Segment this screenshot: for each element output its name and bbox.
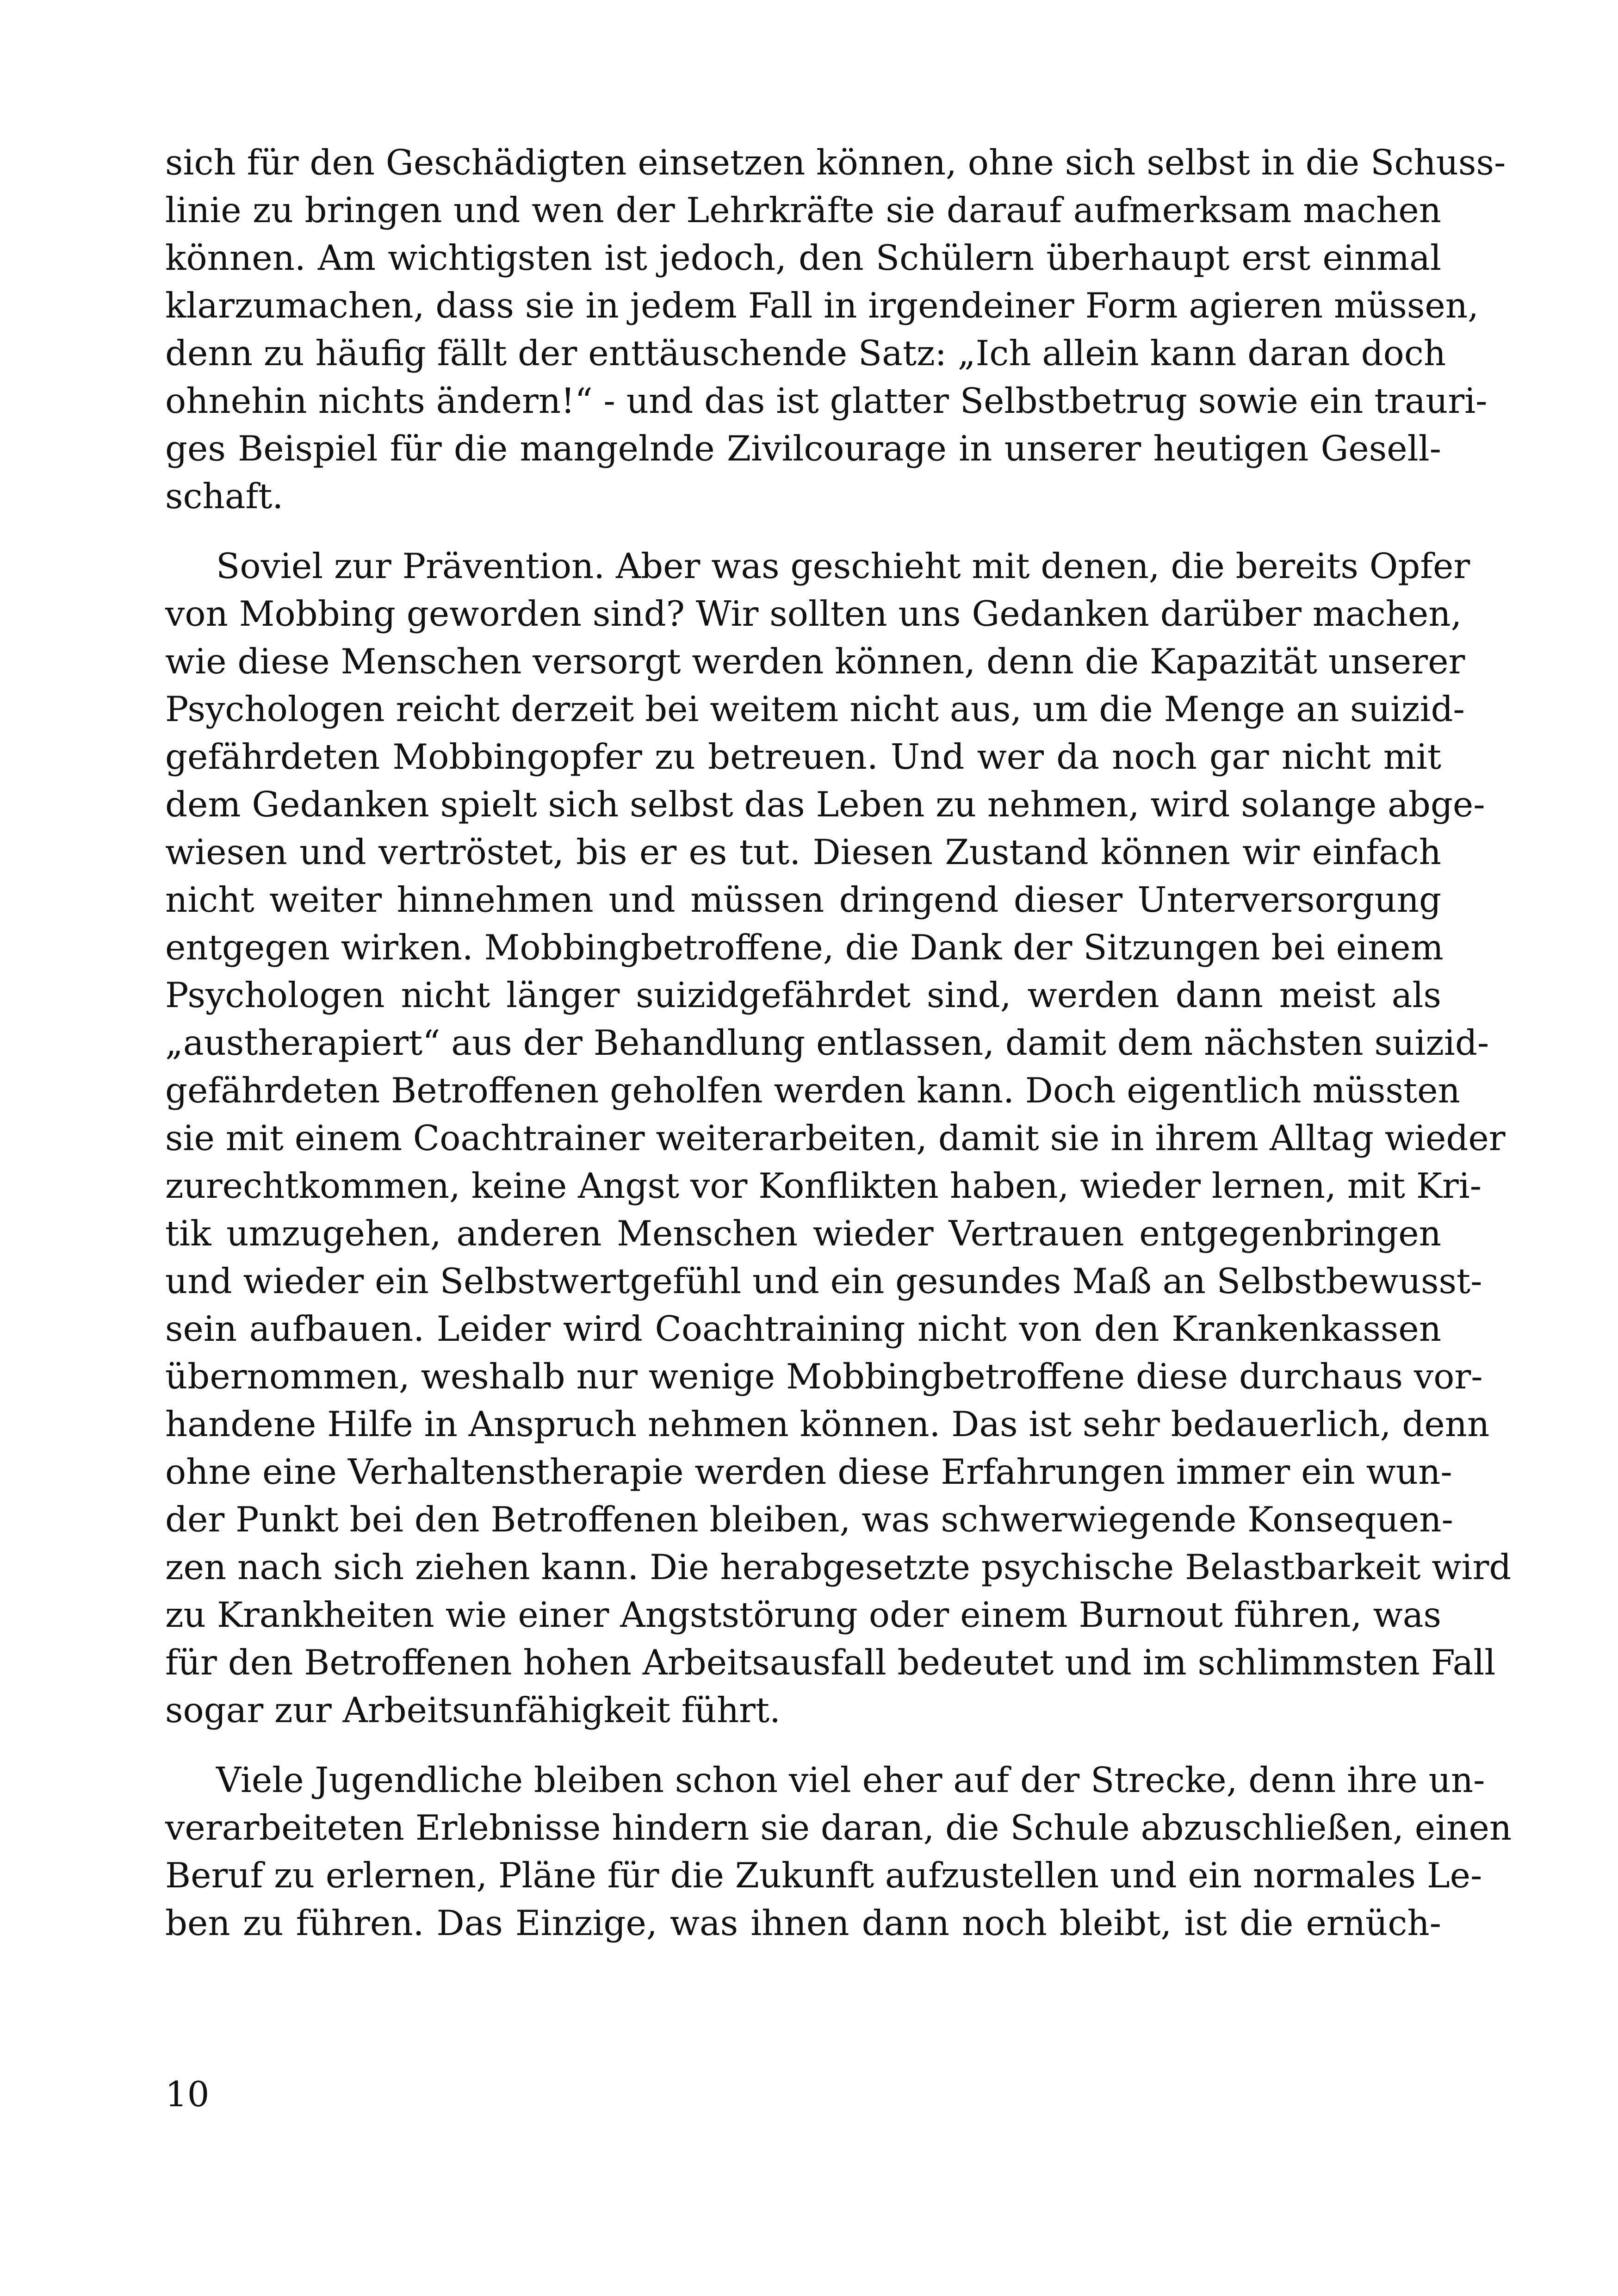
text-line: von Mobbing geworden sind? Wir sollten uns Gedanken darüber machen, [165,593,1462,634]
text-line: wie diese Menschen versorgt werden können, denn die Kapazität unserer [165,641,1465,682]
text-line: gefährdeten Mobbingopfer zu betreuen. Und wer da noch gar nicht mit [165,736,1441,777]
text-line: tik umzugehen, anderen Menschen wieder Vertrauen entgegenbringen [165,1213,1441,1254]
text-line: nicht weiter hinnehmen und müssen dringend dieser Unterversorgung [165,879,1441,920]
text-line: zurechtkommen, keine Angst vor Konflikten haben, wieder lernen, mit Kri- [165,1165,1482,1206]
text-line: entgegen wirken. Mobbingbetroffene, die Dank der Sitzungen bei einem [165,927,1444,968]
text-line: ben zu führen. Das Einzige, was ihnen dann noch bleibt, ist die ernüch- [165,1903,1441,1943]
text-line: Psychologen reicht derzeit bei weitem nicht aus, um die Menge an suizid- [165,689,1465,729]
text-line: Viele Jugendliche bleiben schon viel eher auf der Strecke, denn ihre un- [216,1760,1485,1800]
text-line: denn zu häufig fällt der enttäuschende Satz: „Ich allein kann daran doch [165,333,1446,373]
text-line: klarzumachen, dass sie in jedem Fall in irgendeiner Form agieren müssen, [165,285,1479,326]
text-line: sie mit einem Coachtrainer weiterarbeiten, damit sie in ihrem Alltag wieder [165,1118,1506,1158]
body-text [165,139,1512,1947]
paragraph-gap [165,520,1441,542]
text-line: sogar zur Arbeitsunfähigkeit führt. [165,1690,781,1730]
text-line: sich für den Geschädigten einsetzen können, ohne sich selbst in die Schuss- [165,142,1506,183]
text-line: ohne eine Verhaltenstherapie werden diese Erfahrungen immer ein wun- [165,1451,1452,1492]
page-number: 10 [165,2074,210,2115]
text-line: sein aufbauen. Leider wird Coachtraining nicht von den Krankenkassen [165,1308,1441,1349]
text-line: linie zu bringen und wen der Lehrkräfte sie darauf aufmerksam machen [165,190,1441,230]
text-line: übernommen, weshalb nur wenige Mobbingbetroffene diese durchaus vor- [165,1356,1483,1397]
text-line: schaft. [165,476,284,516]
text-line: gefährdeten Betroffenen geholfen werden kann. Doch eigentlich müssten [165,1070,1460,1111]
text-line: zen nach sich ziehen kann. Die herabgesetzte psychische Belastbarkeit wird [165,1547,1512,1587]
text-line: Beruf zu erlernen, Pläne für die Zukunft aufzustellen und ein normales Le- [165,1855,1482,1896]
paragraph-gap [165,1734,1441,1756]
text-line: ohnehin nichts ändern!“ - und das ist glatter Selbstbetrug sowie ein trauri- [165,380,1488,421]
text-line: ges Beispiel für die mangelnde Zivilcourage in unserer heutigen Gesell- [165,428,1441,469]
text-line: dem Gedanken spielt sich selbst das Leben zu nehmen, wird solange abge- [165,784,1485,825]
text-line: zu Krankheiten wie einer Angststörung oder einem Burnout führen, was [165,1594,1441,1635]
text-line: handene Hilfe in Anspruch nehmen können. Das ist sehr bedauerlich, denn [165,1404,1490,1444]
text-line: „austherapiert“ aus der Behandlung entlassen, damit dem nächsten suizid- [165,1022,1489,1063]
text-line: wiesen und vertröstet, bis er es tut. Diesen Zustand können wir einfach [165,832,1441,872]
text-line: Psychologen nicht länger suizidgefährdet sind, werden dann meist als [165,975,1441,1015]
text-line: für den Betroffenen hohen Arbeitsausfall bedeutet und im schlimmsten Fall [165,1642,1496,1683]
text-line: verarbeiteten Erlebnisse hindern sie daran, die Schule abzuschließen, einen [165,1807,1512,1848]
text-line: und wieder ein Selbstwertgefühl und ein gesundes Maß an Selbstbewusst- [165,1261,1482,1301]
text-line: Soviel zur Prävention. Aber was geschieht mit denen, die bereits Opfer [216,546,1470,586]
text-line: können. Am wichtigsten ist jedoch, den Schülern überhaupt erst einmal [165,237,1441,278]
text-line: der Punkt bei den Betroffenen bleiben, was schwerwiegende Konsequen- [165,1499,1453,1540]
